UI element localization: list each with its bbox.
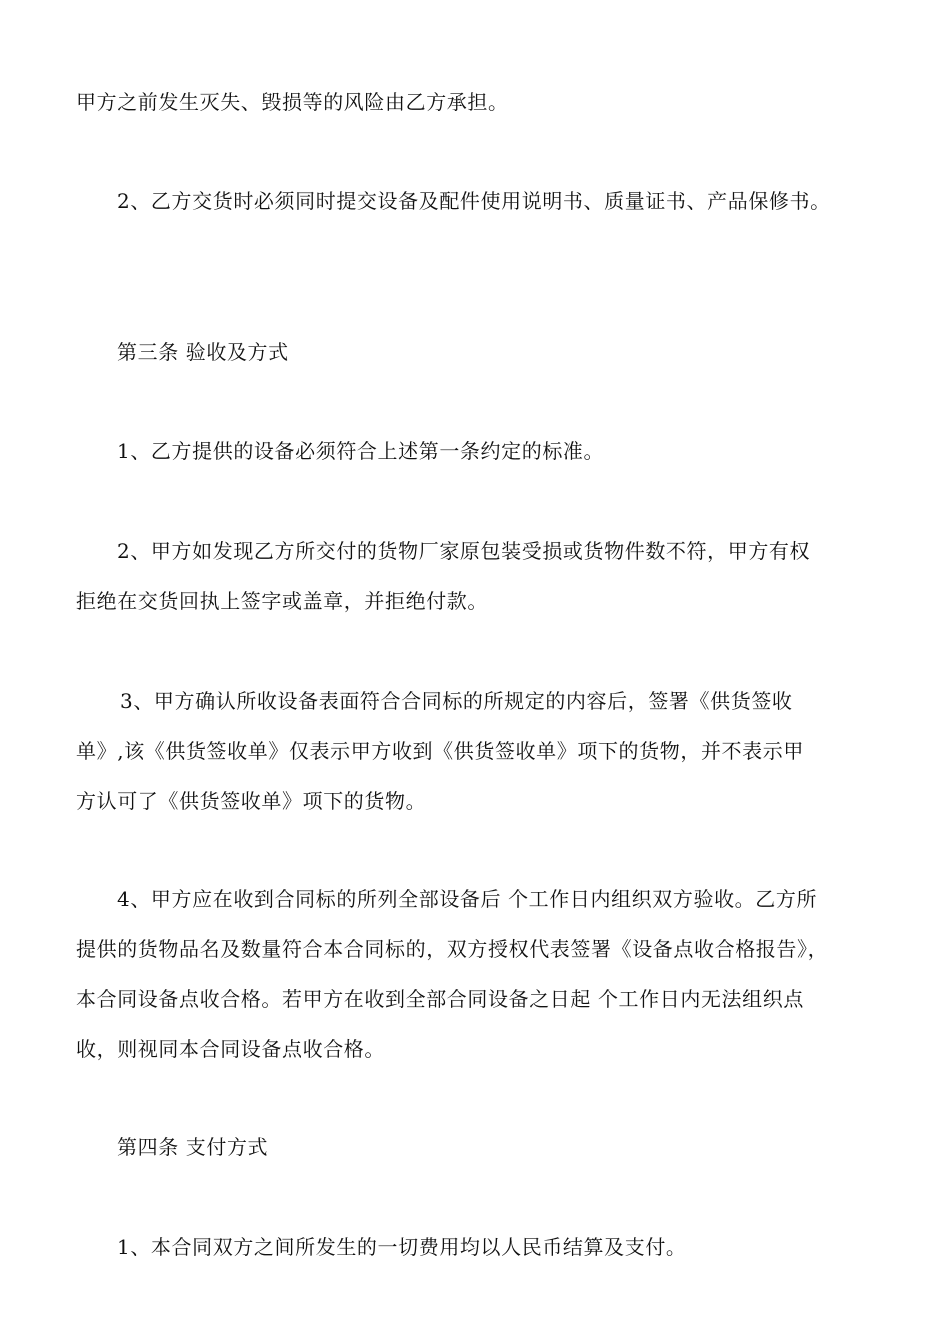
paragraph-line: 单》,该《供货签收单》仅表示甲方收到《供货签收单》项下的货物，并不表示甲 [76, 739, 804, 763]
paragraph-line: 收，则视同本合同设备点收合格。 [76, 1037, 385, 1061]
paragraph-line: 4、甲方应在收到合同标的所列全部设备后 个工作日内组织双方验收。乙方所 [117, 887, 818, 911]
paragraph-line: 1、乙方提供的设备必须符合上述第一条约定的标准。 [117, 439, 605, 463]
paragraph-line: 方认可了《供货签收单》项下的货物。 [76, 789, 427, 813]
paragraph-line: 1、本合同双方之间所发生的一切费用均以人民币结算及支付。 [117, 1235, 687, 1259]
paragraph-line: 本合同设备点收合格。若甲方在收到全部合同设备之日起 个工作日内无法组织点 [76, 987, 804, 1011]
section-heading: 第三条 验收及方式 [117, 340, 289, 364]
paragraph-line: 2、乙方交货时必须同时提交设备及配件使用说明书、质量证书、产品保修书。 [117, 189, 831, 213]
section-heading: 第四条 支付方式 [117, 1135, 269, 1159]
paragraph-line: 3、甲方确认所收设备表面符合合同标的所规定的内容后，签署《供货签收 [120, 689, 793, 713]
paragraph-line: 甲方之前发生灭失、毁损等的风险由乙方承担。 [76, 90, 509, 114]
paragraph-line: 2、甲方如发现乙方所交付的货物厂家原包装受损或货物件数不符，甲方有权 [117, 539, 811, 563]
paragraph-line: 拒绝在交货回执上签字或盖章，并拒绝付款。 [76, 589, 488, 613]
paragraph-line: 提供的货物品名及数量符合本合同标的，双方授权代表签署《设备点收合格报告》， [76, 937, 829, 961]
